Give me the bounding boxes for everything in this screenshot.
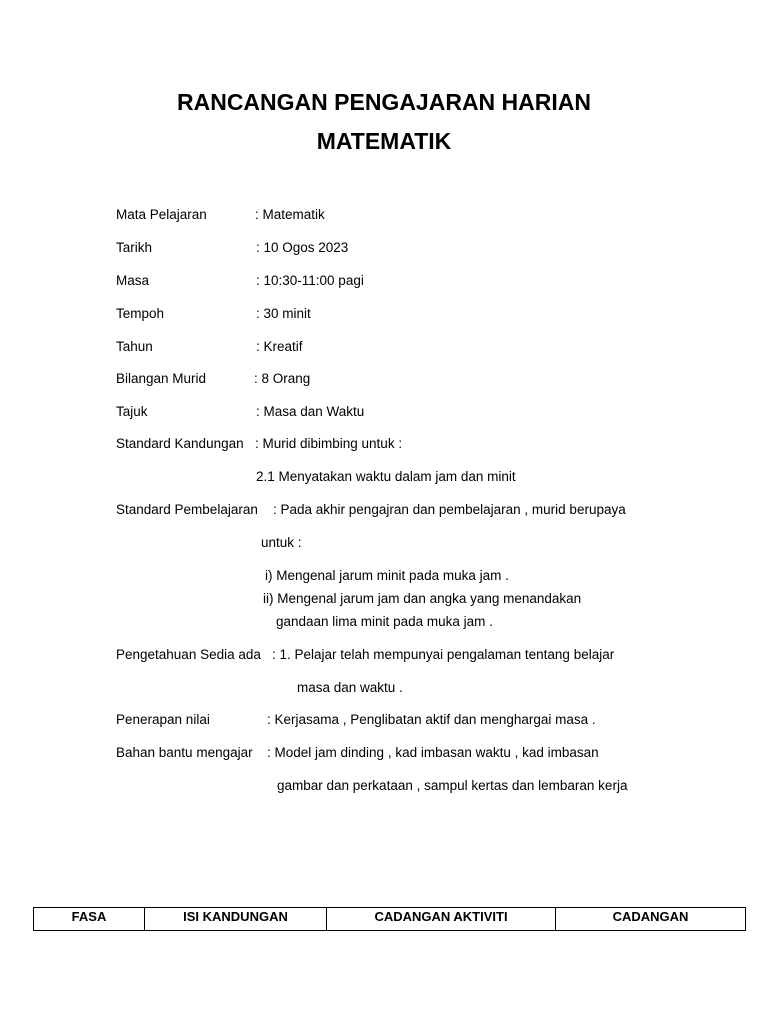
standard-pembelajaran-item-2-cont: gandaan lima minit pada muka jam . — [276, 614, 493, 629]
label-tahun: Tahun — [116, 339, 153, 354]
value-bilangan-murid: : 8 Orang — [254, 371, 311, 386]
label-pengetahuan-sedia-ada: Pengetahuan Sedia ada — [116, 647, 261, 662]
value-masa: : 10:30-11:00 pagi — [256, 273, 364, 288]
standard-kandungan-item: 2.1 Menyatakan waktu dalam jam dan minit — [256, 469, 516, 484]
pengetahuan-sedia-ada-cont: masa dan waktu . — [297, 680, 403, 695]
label-tajuk: Tajuk — [116, 404, 148, 419]
value-pengetahuan-sedia-ada: : 1. Pelajar telah mempunyai pengalaman tentang belajar — [272, 647, 615, 662]
label-tempoh: Tempoh — [116, 306, 165, 321]
label-bilangan-murid: Bilangan Murid — [116, 371, 207, 386]
table-header-fasa: FASA — [34, 908, 145, 930]
standard-pembelajaran-item-2: ii) Mengenal jarum jam dan angka yang menandakan — [263, 591, 582, 606]
label-bahan-bantu: Bahan bantu mengajar — [116, 745, 253, 760]
value-tempoh: : 30 minit — [256, 306, 311, 321]
value-tahun: : Kreatif — [256, 339, 303, 354]
value-bahan-bantu: : Model jam dinding , kad imbasan waktu , kad imbasan — [267, 745, 599, 760]
label-standard-kandungan: Standard Kandungan — [116, 436, 244, 451]
table-header-cadangan: CADANGAN — [612, 909, 689, 924]
value-mata-pelajaran: : Matematik — [255, 207, 325, 222]
standard-pembelajaran-cont: untuk : — [261, 535, 302, 550]
value-tarikh: : 10 Ogos 2023 — [256, 240, 349, 255]
value-standard-pembelajaran: : Pada akhir pengajran dan pembelajaran , murid berupaya — [273, 502, 626, 517]
lesson-table-header — [33, 907, 746, 931]
page-subtitle: MATEMATIK — [316, 128, 452, 154]
table-header-isi-kandungan: ISI KANDUNGAN — [145, 908, 327, 930]
table-header-cadangan-aktiviti: CADANGAN AKTIVITI — [327, 908, 556, 930]
label-penerapan-nilai: Penerapan nilai — [116, 712, 210, 727]
value-standard-kandungan: : Murid dibimbing untuk : — [255, 436, 403, 451]
label-mata-pelajaran: Mata Pelajaran — [116, 207, 207, 222]
page-title: RANCANGAN PENGAJARAN HARIAN — [176, 89, 591, 115]
label-masa: Masa — [116, 273, 150, 288]
value-penerapan-nilai: : Kerjasama , Penglibatan aktif dan menghargai masa . — [267, 712, 596, 727]
label-tarikh: Tarikh — [116, 240, 153, 255]
label-standard-pembelajaran: Standard Pembelajaran — [116, 502, 258, 517]
value-tajuk: : Masa dan Waktu — [256, 404, 365, 419]
standard-pembelajaran-item-1: i) Mengenal jarum minit pada muka jam . — [265, 568, 509, 583]
bahan-bantu-cont: gambar dan perkataan , sampul kertas dan lembaran kerja — [277, 778, 628, 793]
